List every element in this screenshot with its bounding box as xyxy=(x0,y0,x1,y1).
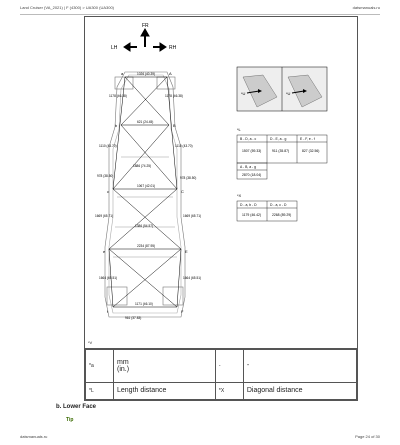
page-header xyxy=(20,5,380,15)
dir-right: RH xyxy=(169,45,177,51)
svg-text:961 (37.83): 961 (37.83) xyxy=(125,316,142,320)
legend-key-l: *L xyxy=(86,382,114,399)
diag-v1: 1179 (46.42) xyxy=(242,213,261,217)
svg-text:1386 (54.57): 1386 (54.57) xyxy=(135,224,154,228)
header-title: Land Cruiser (VA_2021) | F (4300) > UA300 (UA300) xyxy=(20,5,115,10)
svg-text:1664 (65.51): 1664 (65.51) xyxy=(183,276,202,280)
svg-text:1669 (65.71): 1669 (65.71) xyxy=(95,214,114,218)
svg-text:f: f xyxy=(107,309,109,314)
svg-text:c: c xyxy=(107,189,109,194)
legend-row xyxy=(86,382,357,399)
diag-h2: D - a, c - D xyxy=(270,203,287,207)
svg-text:1067 (42.01): 1067 (42.01) xyxy=(137,184,156,188)
legend-unit-in: (in.) xyxy=(117,365,130,373)
legend-table xyxy=(84,349,358,401)
svg-text:2234 (87.95): 2234 (87.95) xyxy=(137,244,156,248)
legend-length-distance: Length distance xyxy=(114,382,216,399)
footer-site: datsmanuals.ru xyxy=(20,434,48,439)
svg-text:1178 (46.38): 1178 (46.38) xyxy=(165,94,183,98)
chassis-frame-drawing xyxy=(105,72,185,317)
len-h2: D - E, a - g xyxy=(270,137,287,141)
section-subheading: b. Lower Face xyxy=(56,404,97,410)
svg-text:e: e xyxy=(103,249,106,254)
length-table-title: *L xyxy=(237,127,241,132)
legend-unit-mm: mm xyxy=(117,358,129,366)
diag-h1: D - a, b - D xyxy=(240,203,257,207)
detail-label-1: *U xyxy=(241,91,246,96)
diag-v2: 2268 (89.29) xyxy=(272,213,292,217)
detail-label-2: *U xyxy=(286,91,291,96)
page-footer xyxy=(20,434,380,439)
legend-value-2: - xyxy=(243,350,356,383)
svg-text:978 (38.50): 978 (38.50) xyxy=(97,174,114,178)
svg-text:1171 (46.10): 1171 (46.10) xyxy=(135,302,153,306)
svg-text:1110 (43.70): 1110 (43.70) xyxy=(99,144,117,148)
chassis-diagram-svg xyxy=(85,17,359,350)
tip-label: Tip xyxy=(66,417,74,423)
svg-text:1669 (65.71): 1669 (65.71) xyxy=(183,214,202,218)
diag-table-title: *X xyxy=(237,193,242,198)
page-number: Page 24 of 30 xyxy=(355,434,380,439)
direction-indicator xyxy=(124,29,166,51)
diagram-star-label: *V xyxy=(88,340,93,345)
len-v1: 1507 (59.33) xyxy=(242,149,262,153)
svg-text:1110 (43.70): 1110 (43.70) xyxy=(175,144,193,148)
svg-text:621 (24.45): 621 (24.45) xyxy=(137,120,154,124)
svg-text:1178 (46.38): 1178 (46.38) xyxy=(109,94,127,98)
legend-diagonal-distance: Diagonal distance xyxy=(243,382,356,399)
svg-text:A: A xyxy=(169,71,172,76)
legend-key-2: - xyxy=(215,350,243,383)
svg-text:b: b xyxy=(115,123,118,128)
legend-key-x: *X xyxy=(215,382,243,399)
len-v3: 827 (32.56) xyxy=(302,149,320,153)
legend-key: *a xyxy=(86,350,114,383)
svg-text:B: B xyxy=(173,123,176,128)
legend-units xyxy=(114,350,216,383)
svg-text:a: a xyxy=(121,71,124,76)
len-h3: E - F, e - f xyxy=(300,137,315,141)
dir-forward: FR xyxy=(142,23,149,29)
legend-row xyxy=(86,350,357,383)
len-v2: 911 (35.87) xyxy=(272,149,290,153)
frame-diagram xyxy=(84,16,358,349)
detail-insets xyxy=(237,67,327,111)
svg-text:F: F xyxy=(181,309,184,314)
len-v4: 2870 (18.04) xyxy=(242,173,262,177)
header-site: datsmanuals.ru xyxy=(352,5,380,10)
svg-text:1886 (74.25): 1886 (74.25) xyxy=(133,164,152,168)
svg-text:1026 (40.39): 1026 (40.39) xyxy=(137,72,156,76)
svg-text:1664 (65.51): 1664 (65.51) xyxy=(99,276,118,280)
dir-left: LH xyxy=(111,45,118,51)
svg-text:978 (38.50): 978 (38.50) xyxy=(180,176,197,180)
len-h4: A - B, a - g xyxy=(240,165,257,169)
svg-text:E: E xyxy=(185,249,188,254)
len-h1: B - D, a - c xyxy=(240,137,257,141)
svg-text:C: C xyxy=(181,189,184,194)
